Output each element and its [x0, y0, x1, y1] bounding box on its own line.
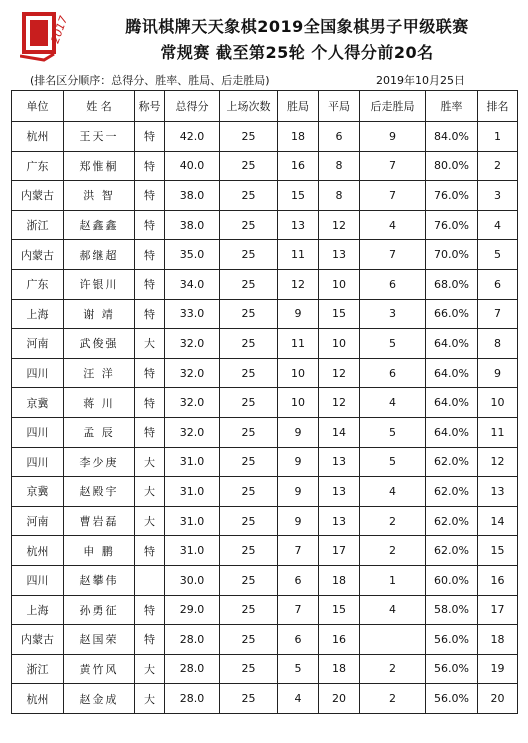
cell-points: 33.0: [165, 299, 220, 329]
cell-wins: 5: [278, 654, 319, 684]
col-name: 姓 名: [64, 91, 135, 122]
cell-points: 31.0: [165, 447, 220, 477]
cell-title: 大: [135, 329, 165, 359]
table-row: [12, 565, 518, 595]
cell-unit: 四川: [12, 447, 64, 477]
cell-name: 黄竹风: [64, 654, 135, 684]
table-row: [12, 654, 518, 684]
cell-rank: 9: [478, 358, 518, 388]
cell-win-rate: 64.0%: [426, 417, 478, 447]
cell-wins: 12: [278, 269, 319, 299]
cell-points: 29.0: [165, 595, 220, 625]
cell-name: 赵殿宇: [64, 477, 135, 507]
cell-draws: 15: [319, 595, 360, 625]
cell-title: 特: [135, 151, 165, 181]
cell-wins: 10: [278, 388, 319, 418]
cell-wins: 4: [278, 684, 319, 714]
table-header-row: [12, 91, 518, 122]
cell-points: 38.0: [165, 181, 220, 211]
cell-name: 洪 智: [64, 181, 135, 211]
cell-unit: 河南: [12, 329, 64, 359]
cell-win-rate: 64.0%: [426, 358, 478, 388]
cell-games: 25: [220, 299, 278, 329]
cell-points: 32.0: [165, 417, 220, 447]
cell-name: 孙勇征: [64, 595, 135, 625]
cell-name: 赵鑫鑫: [64, 210, 135, 240]
cell-black-wins: [360, 625, 426, 655]
cell-wins: 9: [278, 417, 319, 447]
cell-points: 35.0: [165, 240, 220, 270]
cell-win-rate: 76.0%: [426, 181, 478, 211]
cell-games: 25: [220, 358, 278, 388]
cell-draws: 6: [319, 122, 360, 152]
cell-games: 25: [220, 654, 278, 684]
cell-name: 孟 辰: [64, 417, 135, 447]
cell-unit: 四川: [12, 417, 64, 447]
cell-unit: 河南: [12, 506, 64, 536]
cell-rank: 6: [478, 269, 518, 299]
col-title: 称号: [135, 91, 165, 122]
cell-points: 38.0: [165, 210, 220, 240]
cell-title: 大: [135, 506, 165, 536]
cell-black-wins: 4: [360, 477, 426, 507]
table-row: [12, 358, 518, 388]
cell-rank: 17: [478, 595, 518, 625]
cell-points: 28.0: [165, 654, 220, 684]
table-row: [12, 536, 518, 566]
table-row: [12, 240, 518, 270]
cell-games: 25: [220, 210, 278, 240]
cell-name: 许银川: [64, 269, 135, 299]
table-row: [12, 506, 518, 536]
cell-rank: 16: [478, 565, 518, 595]
cell-rank: 5: [478, 240, 518, 270]
cell-win-rate: 62.0%: [426, 447, 478, 477]
cell-wins: 7: [278, 595, 319, 625]
cell-win-rate: 66.0%: [426, 299, 478, 329]
cell-name: 曹岩磊: [64, 506, 135, 536]
col-win-rate: 胜率: [426, 91, 478, 122]
cell-points: 30.0: [165, 565, 220, 595]
table-row: [12, 388, 518, 418]
cell-title: 特: [135, 417, 165, 447]
cell-title: 特: [135, 299, 165, 329]
cell-black-wins: 7: [360, 151, 426, 181]
cell-rank: 4: [478, 210, 518, 240]
col-black-wins: 后走胜局: [360, 91, 426, 122]
table-row: [12, 210, 518, 240]
table-row: [12, 417, 518, 447]
cell-games: 25: [220, 536, 278, 566]
cell-black-wins: 2: [360, 536, 426, 566]
cell-black-wins: 5: [360, 329, 426, 359]
cell-wins: 9: [278, 299, 319, 329]
cell-draws: 8: [319, 151, 360, 181]
cell-games: 25: [220, 477, 278, 507]
cell-draws: 12: [319, 210, 360, 240]
cell-unit: 内蒙古: [12, 625, 64, 655]
cell-draws: 16: [319, 625, 360, 655]
cell-games: 25: [220, 417, 278, 447]
cell-black-wins: 4: [360, 595, 426, 625]
table-row: [12, 299, 518, 329]
cell-name: 谢 靖: [64, 299, 135, 329]
cell-draws: 17: [319, 536, 360, 566]
cell-games: 25: [220, 329, 278, 359]
cell-unit: 上海: [12, 299, 64, 329]
cell-rank: 15: [478, 536, 518, 566]
cell-unit: 杭州: [12, 684, 64, 714]
cell-title: 特: [135, 181, 165, 211]
cell-title: 特: [135, 358, 165, 388]
cell-draws: 10: [319, 269, 360, 299]
cell-name: 赵攀伟: [64, 565, 135, 595]
table-row: [12, 477, 518, 507]
cell-black-wins: 2: [360, 684, 426, 714]
cell-win-rate: 60.0%: [426, 565, 478, 595]
cell-name: 赵金成: [64, 684, 135, 714]
cell-wins: 15: [278, 181, 319, 211]
cell-wins: 16: [278, 151, 319, 181]
table-row: [12, 329, 518, 359]
cell-draws: 13: [319, 240, 360, 270]
cell-draws: 18: [319, 654, 360, 684]
cell-unit: 内蒙古: [12, 240, 64, 270]
cell-wins: 6: [278, 625, 319, 655]
table-row: [12, 269, 518, 299]
cell-win-rate: 62.0%: [426, 536, 478, 566]
cell-black-wins: 1: [360, 565, 426, 595]
cell-black-wins: 2: [360, 654, 426, 684]
cell-name: 蒋 川: [64, 388, 135, 418]
cell-black-wins: 5: [360, 417, 426, 447]
cell-games: 25: [220, 595, 278, 625]
cell-draws: 15: [319, 299, 360, 329]
cell-rank: 14: [478, 506, 518, 536]
cell-unit: 四川: [12, 358, 64, 388]
cell-black-wins: 9: [360, 122, 426, 152]
cell-wins: 9: [278, 447, 319, 477]
cell-win-rate: 56.0%: [426, 654, 478, 684]
cell-black-wins: 3: [360, 299, 426, 329]
cell-title: 特: [135, 625, 165, 655]
cell-title: 大: [135, 447, 165, 477]
cell-games: 25: [220, 151, 278, 181]
cell-name: 李少庚: [64, 447, 135, 477]
cell-draws: 13: [319, 447, 360, 477]
cell-title: [135, 565, 165, 595]
cell-rank: 13: [478, 477, 518, 507]
cell-unit: 浙江: [12, 210, 64, 240]
cell-draws: 20: [319, 684, 360, 714]
cell-title: 特: [135, 240, 165, 270]
cell-unit: 京冀: [12, 477, 64, 507]
cell-black-wins: 7: [360, 181, 426, 211]
cell-title: 特: [135, 269, 165, 299]
cell-win-rate: 56.0%: [426, 684, 478, 714]
cell-rank: 3: [478, 181, 518, 211]
report-date: 2019年10月25日: [376, 74, 465, 87]
cell-title: 特: [135, 122, 165, 152]
col-unit: 单位: [12, 91, 64, 122]
cell-title: 特: [135, 536, 165, 566]
table-row: [12, 122, 518, 152]
cell-draws: 18: [319, 565, 360, 595]
cell-win-rate: 64.0%: [426, 388, 478, 418]
cell-draws: 12: [319, 388, 360, 418]
cell-black-wins: 7: [360, 240, 426, 270]
cell-points: 32.0: [165, 358, 220, 388]
cell-draws: 13: [319, 477, 360, 507]
cell-games: 25: [220, 240, 278, 270]
cell-title: 大: [135, 654, 165, 684]
cell-win-rate: 62.0%: [426, 506, 478, 536]
cell-games: 25: [220, 269, 278, 299]
cell-games: 25: [220, 506, 278, 536]
cell-name: 郝继超: [64, 240, 135, 270]
cell-games: 25: [220, 625, 278, 655]
cell-wins: 11: [278, 329, 319, 359]
cell-win-rate: 68.0%: [426, 269, 478, 299]
cell-points: 34.0: [165, 269, 220, 299]
cell-unit: 广东: [12, 269, 64, 299]
cell-points: 31.0: [165, 506, 220, 536]
cell-name: 申 鹏: [64, 536, 135, 566]
cell-points: 40.0: [165, 151, 220, 181]
cell-unit: 内蒙古: [12, 181, 64, 211]
cell-name: 汪 洋: [64, 358, 135, 388]
cell-win-rate: 64.0%: [426, 329, 478, 359]
cell-wins: 18: [278, 122, 319, 152]
cell-unit: 浙江: [12, 654, 64, 684]
cell-games: 25: [220, 684, 278, 714]
col-points: 总得分: [165, 91, 220, 122]
cell-points: 31.0: [165, 536, 220, 566]
cell-games: 25: [220, 447, 278, 477]
cell-black-wins: 6: [360, 269, 426, 299]
cell-wins: 6: [278, 565, 319, 595]
cell-wins: 7: [278, 536, 319, 566]
cell-win-rate: 56.0%: [426, 625, 478, 655]
cell-black-wins: 5: [360, 447, 426, 477]
cell-wins: 10: [278, 358, 319, 388]
table-row: [12, 595, 518, 625]
table-row: [12, 181, 518, 211]
cell-points: 32.0: [165, 388, 220, 418]
cell-draws: 8: [319, 181, 360, 211]
cell-rank: 10: [478, 388, 518, 418]
cell-draws: 10: [319, 329, 360, 359]
cell-wins: 13: [278, 210, 319, 240]
cell-points: 28.0: [165, 625, 220, 655]
cell-win-rate: 76.0%: [426, 210, 478, 240]
cell-title: 大: [135, 684, 165, 714]
cell-games: 25: [220, 181, 278, 211]
cell-black-wins: 2: [360, 506, 426, 536]
cell-rank: 8: [478, 329, 518, 359]
cell-title: 特: [135, 595, 165, 625]
cell-rank: 20: [478, 684, 518, 714]
cell-wins: 9: [278, 506, 319, 536]
cell-unit: 四川: [12, 565, 64, 595]
cell-draws: 14: [319, 417, 360, 447]
cell-draws: 13: [319, 506, 360, 536]
cell-unit: 上海: [12, 595, 64, 625]
table-row: [12, 625, 518, 655]
col-wins: 胜局: [278, 91, 319, 122]
cell-wins: 11: [278, 240, 319, 270]
cell-rank: 12: [478, 447, 518, 477]
cell-games: 25: [220, 388, 278, 418]
cell-black-wins: 4: [360, 388, 426, 418]
page-title: 腾讯棋牌天天象棋2019全国象棋男子甲级联赛: [125, 17, 469, 36]
cell-win-rate: 80.0%: [426, 151, 478, 181]
cell-games: 25: [220, 565, 278, 595]
standings-table: [11, 90, 518, 714]
cell-title: 大: [135, 477, 165, 507]
cell-black-wins: 6: [360, 358, 426, 388]
table-row: [12, 684, 518, 714]
cell-unit: 杭州: [12, 536, 64, 566]
table-row: [12, 447, 518, 477]
cell-name: 赵国荣: [64, 625, 135, 655]
cell-rank: 11: [478, 417, 518, 447]
logo-year: 2017: [48, 14, 70, 46]
cell-points: 31.0: [165, 477, 220, 507]
cell-rank: 7: [478, 299, 518, 329]
cell-rank: 18: [478, 625, 518, 655]
cell-unit: 广东: [12, 151, 64, 181]
cell-unit: 京冀: [12, 388, 64, 418]
cell-name: 郑惟桐: [64, 151, 135, 181]
cell-name: 王天一: [64, 122, 135, 152]
cell-games: 25: [220, 122, 278, 152]
ranking-note: (排名区分顺序：总得分、胜率、胜局、后走胜局): [30, 74, 270, 87]
table-row: [12, 151, 518, 181]
cell-points: 28.0: [165, 684, 220, 714]
league-logo: [20, 10, 70, 62]
cell-rank: 2: [478, 151, 518, 181]
col-games: 上场次数: [220, 91, 278, 122]
cell-unit: 杭州: [12, 122, 64, 152]
cell-win-rate: 62.0%: [426, 477, 478, 507]
page-subtitle: 常规赛 截至第25轮 个人得分前20名: [160, 43, 434, 62]
cell-win-rate: 70.0%: [426, 240, 478, 270]
cell-points: 32.0: [165, 329, 220, 359]
col-draws: 平局: [319, 91, 360, 122]
cell-draws: 12: [319, 358, 360, 388]
cell-title: 特: [135, 388, 165, 418]
cell-win-rate: 84.0%: [426, 122, 478, 152]
cell-win-rate: 58.0%: [426, 595, 478, 625]
cell-wins: 9: [278, 477, 319, 507]
cell-title: 特: [135, 210, 165, 240]
cell-points: 42.0: [165, 122, 220, 152]
cell-rank: 1: [478, 122, 518, 152]
cell-black-wins: 4: [360, 210, 426, 240]
col-rank: 排名: [478, 91, 518, 122]
cell-name: 武俊强: [64, 329, 135, 359]
cell-rank: 19: [478, 654, 518, 684]
